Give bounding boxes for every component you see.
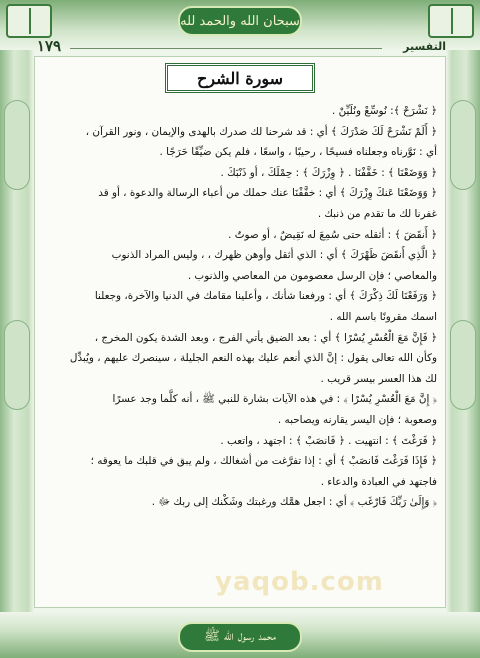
text-line: ﴿ وَوَضَعْنَا ﴾ : خَفَّفْنَا . ﴿ وِزْرَكَ ﴾ : حِمْلَكَ ، أو ذَنْبَكَ . [220, 166, 437, 179]
header-divider [70, 48, 382, 49]
watermark: yaqob.com [215, 567, 384, 597]
side-medallion [4, 320, 30, 410]
side-medallion [450, 100, 476, 190]
text-line: ﴿ الَّذِي أَنقَضَ ظَهْرَكَ ﴾ أي : الذي أثقل وأوهن ظهرك ، ، وليس المراد الذنوب [111, 249, 437, 262]
tafsir-text [43, 101, 437, 513]
text-line: ﴿ وَوَضَعْنَا عَنكَ وِزْرَكَ ﴾ أي : خفَّفْنَا عنك حملك من أعباء الرسالة والدعوة ، أو قد [98, 187, 437, 200]
side-medallion [450, 320, 476, 410]
text-line: فاجتهد في العبادة والدعاء . [320, 475, 437, 488]
open-book-icon [428, 4, 474, 38]
text-line: لك هذا العسر بيسر قريب . [320, 372, 437, 385]
text-line: ﴿ فَإِذَا فَرَغْتَ فَانصَبْ ﴾ أي : إذا تفرَّغت من أشغالك ، ولم يبق في قلبك ما يعوقه ؛ [90, 455, 437, 468]
top-inscription: سبحان الله والحمد لله [178, 6, 302, 36]
text-line: ﴿ فَإِنَّ مَعَ الْعُسْرِ يُسْرًا ﴾ أي : بعد الضيق يأتي الفرج ، وبعد الشدة يكون المخرج ، [94, 331, 437, 344]
text-line: والمعاصي ؛ فإن الرسل معصومون من المعاصي والذنوب . [187, 269, 437, 282]
open-book-icon [6, 4, 52, 38]
text-line: وكأن الله تعالى يقول : إنَّ الذي أنعم عليك بهذه النعم الجليلة ، سينصرك عليهم ، ويُبدِّل [69, 352, 437, 365]
bottom-inscription: محمد رسول الله ﷺ [178, 622, 302, 652]
surah-title: سورة الشرح [165, 63, 315, 93]
text-line: ﴿ وَرَفَعْنَا لَكَ ذِكْرَكَ ﴾ أي : ورفعنا شأنك ، وأعلينا مقامك في الدنيا والآخرة، وجعلنا [94, 290, 437, 303]
text-line: غفرنا لك ما تقدم من ذنبك . [317, 207, 437, 220]
text-line: ﴿ أَنقَضَ ﴾ : أثقله حتى سُمِعَ له نَقِيضٌ ، أو صوتٌ . [228, 228, 437, 241]
text-line: ﴿ أَلَمْ نَشْرَحْ لَكَ صَدْرَكَ ﴾ أي : قد شرحنا لك صدرك بالهدى والإيمان ، ونور القرآن ، [85, 125, 437, 138]
page-number: ١٧٩ [36, 37, 62, 55]
text-line: ﴿ نَشْرَحْ ﴾: نُوسِّعْ ونُلَيِّنْ . [332, 105, 437, 117]
text-line: ﴿ وَإِلَىٰ رَبِّكَ فَارْغَب ﴾ أي : اجعل همَّك ورغبتك وشَكْنك إلى ربك ﷻ . [151, 496, 437, 509]
text-line: أي : نَوَّرناه وجعلناه فسيحًا ، رحيبًا ، واسعًا ، فلم يكن ضيِّقًا حَرَجًا . [159, 146, 437, 159]
text-panel [34, 56, 446, 608]
text-line: ﴿ إِنَّ مَعَ الْعُسْرِ يُسْرًا ﴾ : في هذه الآيات بشارة للنبي ﷺ ، أنه كلَّما وجد عسرًا [112, 393, 437, 406]
text-line: وصعوبة ؛ فإن اليسر يقارنه ويصاحبه . [277, 413, 437, 426]
side-medallion [4, 100, 30, 190]
text-line: ﴿ فَرَغْتَ ﴾ : انتهيت . ﴿ فَانصَبْ ﴾ : اجتهد ، واتعب . [220, 434, 437, 447]
text-line: اسمك مقرونًا باسم الله . [329, 310, 437, 323]
section-label: التفسير [403, 40, 446, 53]
